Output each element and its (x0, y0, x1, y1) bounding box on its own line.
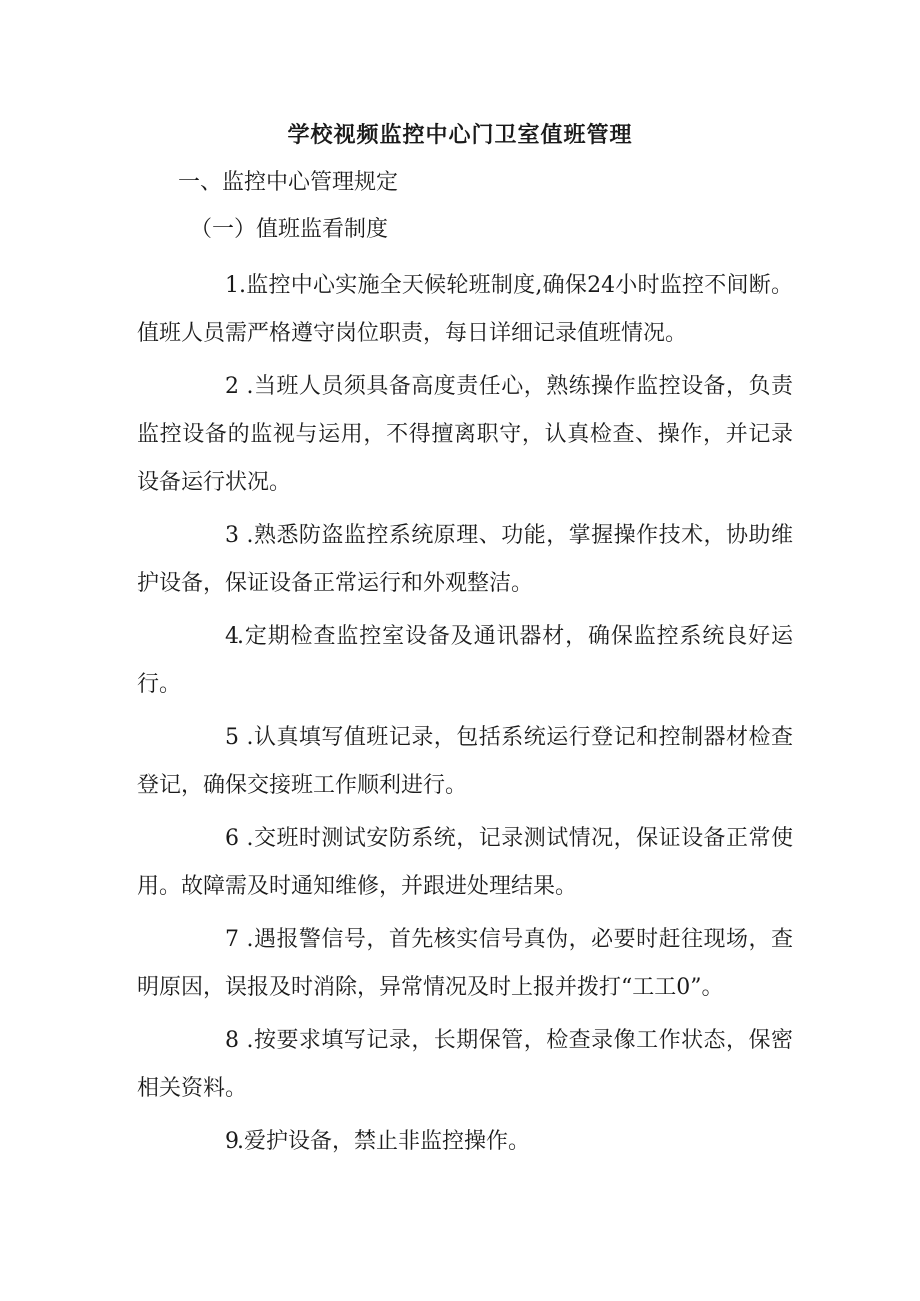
item-number: 7 (225, 927, 239, 952)
item-text: .认真填写值班记录，包括系统运行登记和控制器材检查登记，确保交接班工作顺利进行。 (137, 725, 793, 798)
subsection-heading: （一）值班监看制度 (190, 217, 389, 242)
rules-list (137, 262, 793, 1171)
item-text: .爱护设备，禁止非监控操作。 (237, 1129, 530, 1154)
item-text: .遇报警信号，首先核实信号真伪，必要时赶往现场，查明原因，误报及时消除，异常情况及时上报并拨打“工工0”。 (137, 927, 793, 1000)
list-item-6 (137, 815, 793, 911)
item-number: 2 (225, 374, 239, 399)
list-item-1 (137, 262, 793, 358)
item-text: .按要求填写记录，长期保管，检查录像工作状态，保密相关资料。 (137, 1028, 793, 1101)
list-item-3 (137, 512, 793, 608)
item-number: 6 (225, 826, 239, 851)
list-item-8 (137, 1017, 793, 1113)
item-number: 8 (225, 1028, 239, 1053)
item-text: .定期检查监控室设备及通讯器材，确保监控系统良好运行。 (137, 624, 793, 697)
item-text: .熟悉防盗监控系统原理、功能，掌握操作技术，协助维护设备，保证设备正常运行和外观整洁。 (137, 523, 793, 596)
item-text: .当班人员须具备高度责任心，熟练操作监控设备，负责监控设备的监视与运用，不得擅离职守，认真检查、操作，并记录设备运行状况。 (137, 374, 793, 495)
item-text: .交班时测试安防系统，记录测试情况，保证设备正常使用。故障需及时通知维修，并跟进处理结果。 (137, 826, 793, 899)
item-text: 监控中心实施全天候轮班制度,确保24小时监控不间断。值班人员需严格遵守岗位职责，每日详细记录值班情况。 (137, 273, 793, 346)
item-number: 5 (225, 725, 239, 750)
item-number: 1. (225, 273, 246, 298)
list-item-7 (137, 916, 793, 1012)
section-heading: 一、监控中心管理规定 (178, 170, 399, 195)
document-title: 学校视频监控中心门卫室值班管理 (287, 122, 633, 148)
list-item-5 (137, 714, 793, 810)
list-item-4 (137, 613, 793, 709)
list-item-9 (137, 1118, 793, 1166)
item-number: 9 (225, 1129, 239, 1154)
item-number: 4 (225, 624, 239, 649)
list-item-2 (137, 363, 793, 507)
item-number: 3 (225, 523, 239, 548)
